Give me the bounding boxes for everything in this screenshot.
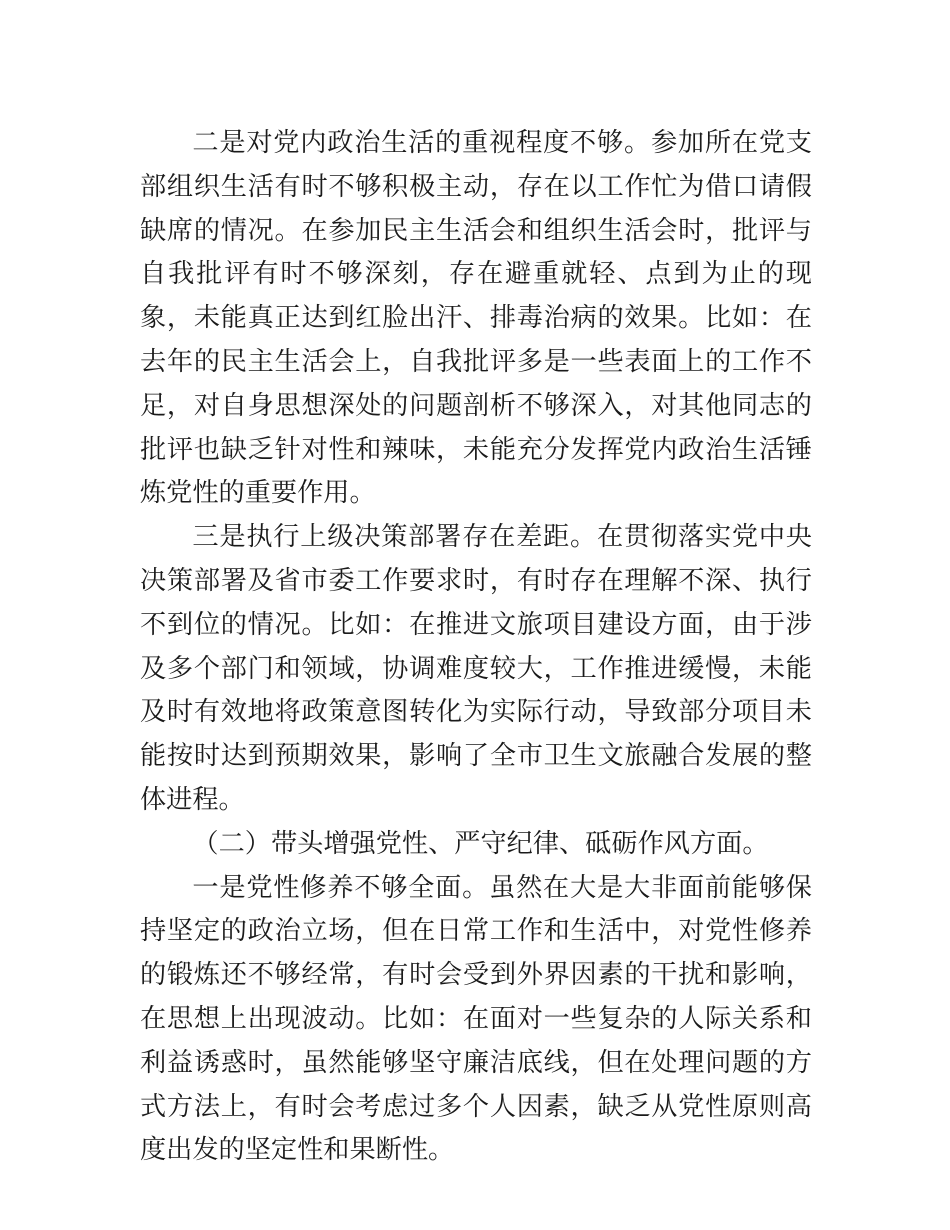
paragraph-decision-execution: 三是执行上级决策部署存在差距。在贯彻落实党中央决策部署及省市委工作要求时，有时存在理解不深、执行不到位的情况。比如：在推进文旅项目建设方面，由于涉及多个部门和领域，协调难度较大，工作推进缓慢，未能及时有效地将政策意图转化为实际行动，导致部分项目未能按时达到预期效果，影响了全市卫生文旅融合发展的整体进程。	[140, 522, 812, 815]
paragraph-party-cultivation: 一是党性修养不够全面。虽然在大是大非面前能够保持坚定的政治立场，但在日常工作和生活中，对党性修养的锻炼还不够经常，有时会受到外界因素的干扰和影响，在思想上出现波动。比如：在面对一些复杂的人际关系和利益诱惑时，虽然能够坚守廉洁底线，但在处理问题的方式方法上，有时会考虑过多个人因素，缺乏从党性原则高度出发的坚定性和果断性。	[140, 872, 812, 1166]
document-page	[140, 122, 812, 1173]
paragraph-political-life: 二是对党内政治生活的重视程度不够。参加所在党支部组织生活有时不够积极主动，存在以工作忙为借口请假缺席的情况。在参加民主生活会和组织生活会时，批评与自我批评有时不够深刻，存在避重就轻、点到为止的现象，未能真正达到红脸出汗、排毒治病的效果。比如：在去年的民主生活会上，自我批评多是一些表面上的工作不足，对自身思想深处的问题剖析不够深入，对其他同志的批评也缺乏针对性和辣味，未能充分发挥党内政治生活锤炼党性的重要作用。	[140, 128, 812, 509]
section-heading: （二）带头增强党性、严守纪律、砥砺作风方面。	[192, 828, 769, 859]
